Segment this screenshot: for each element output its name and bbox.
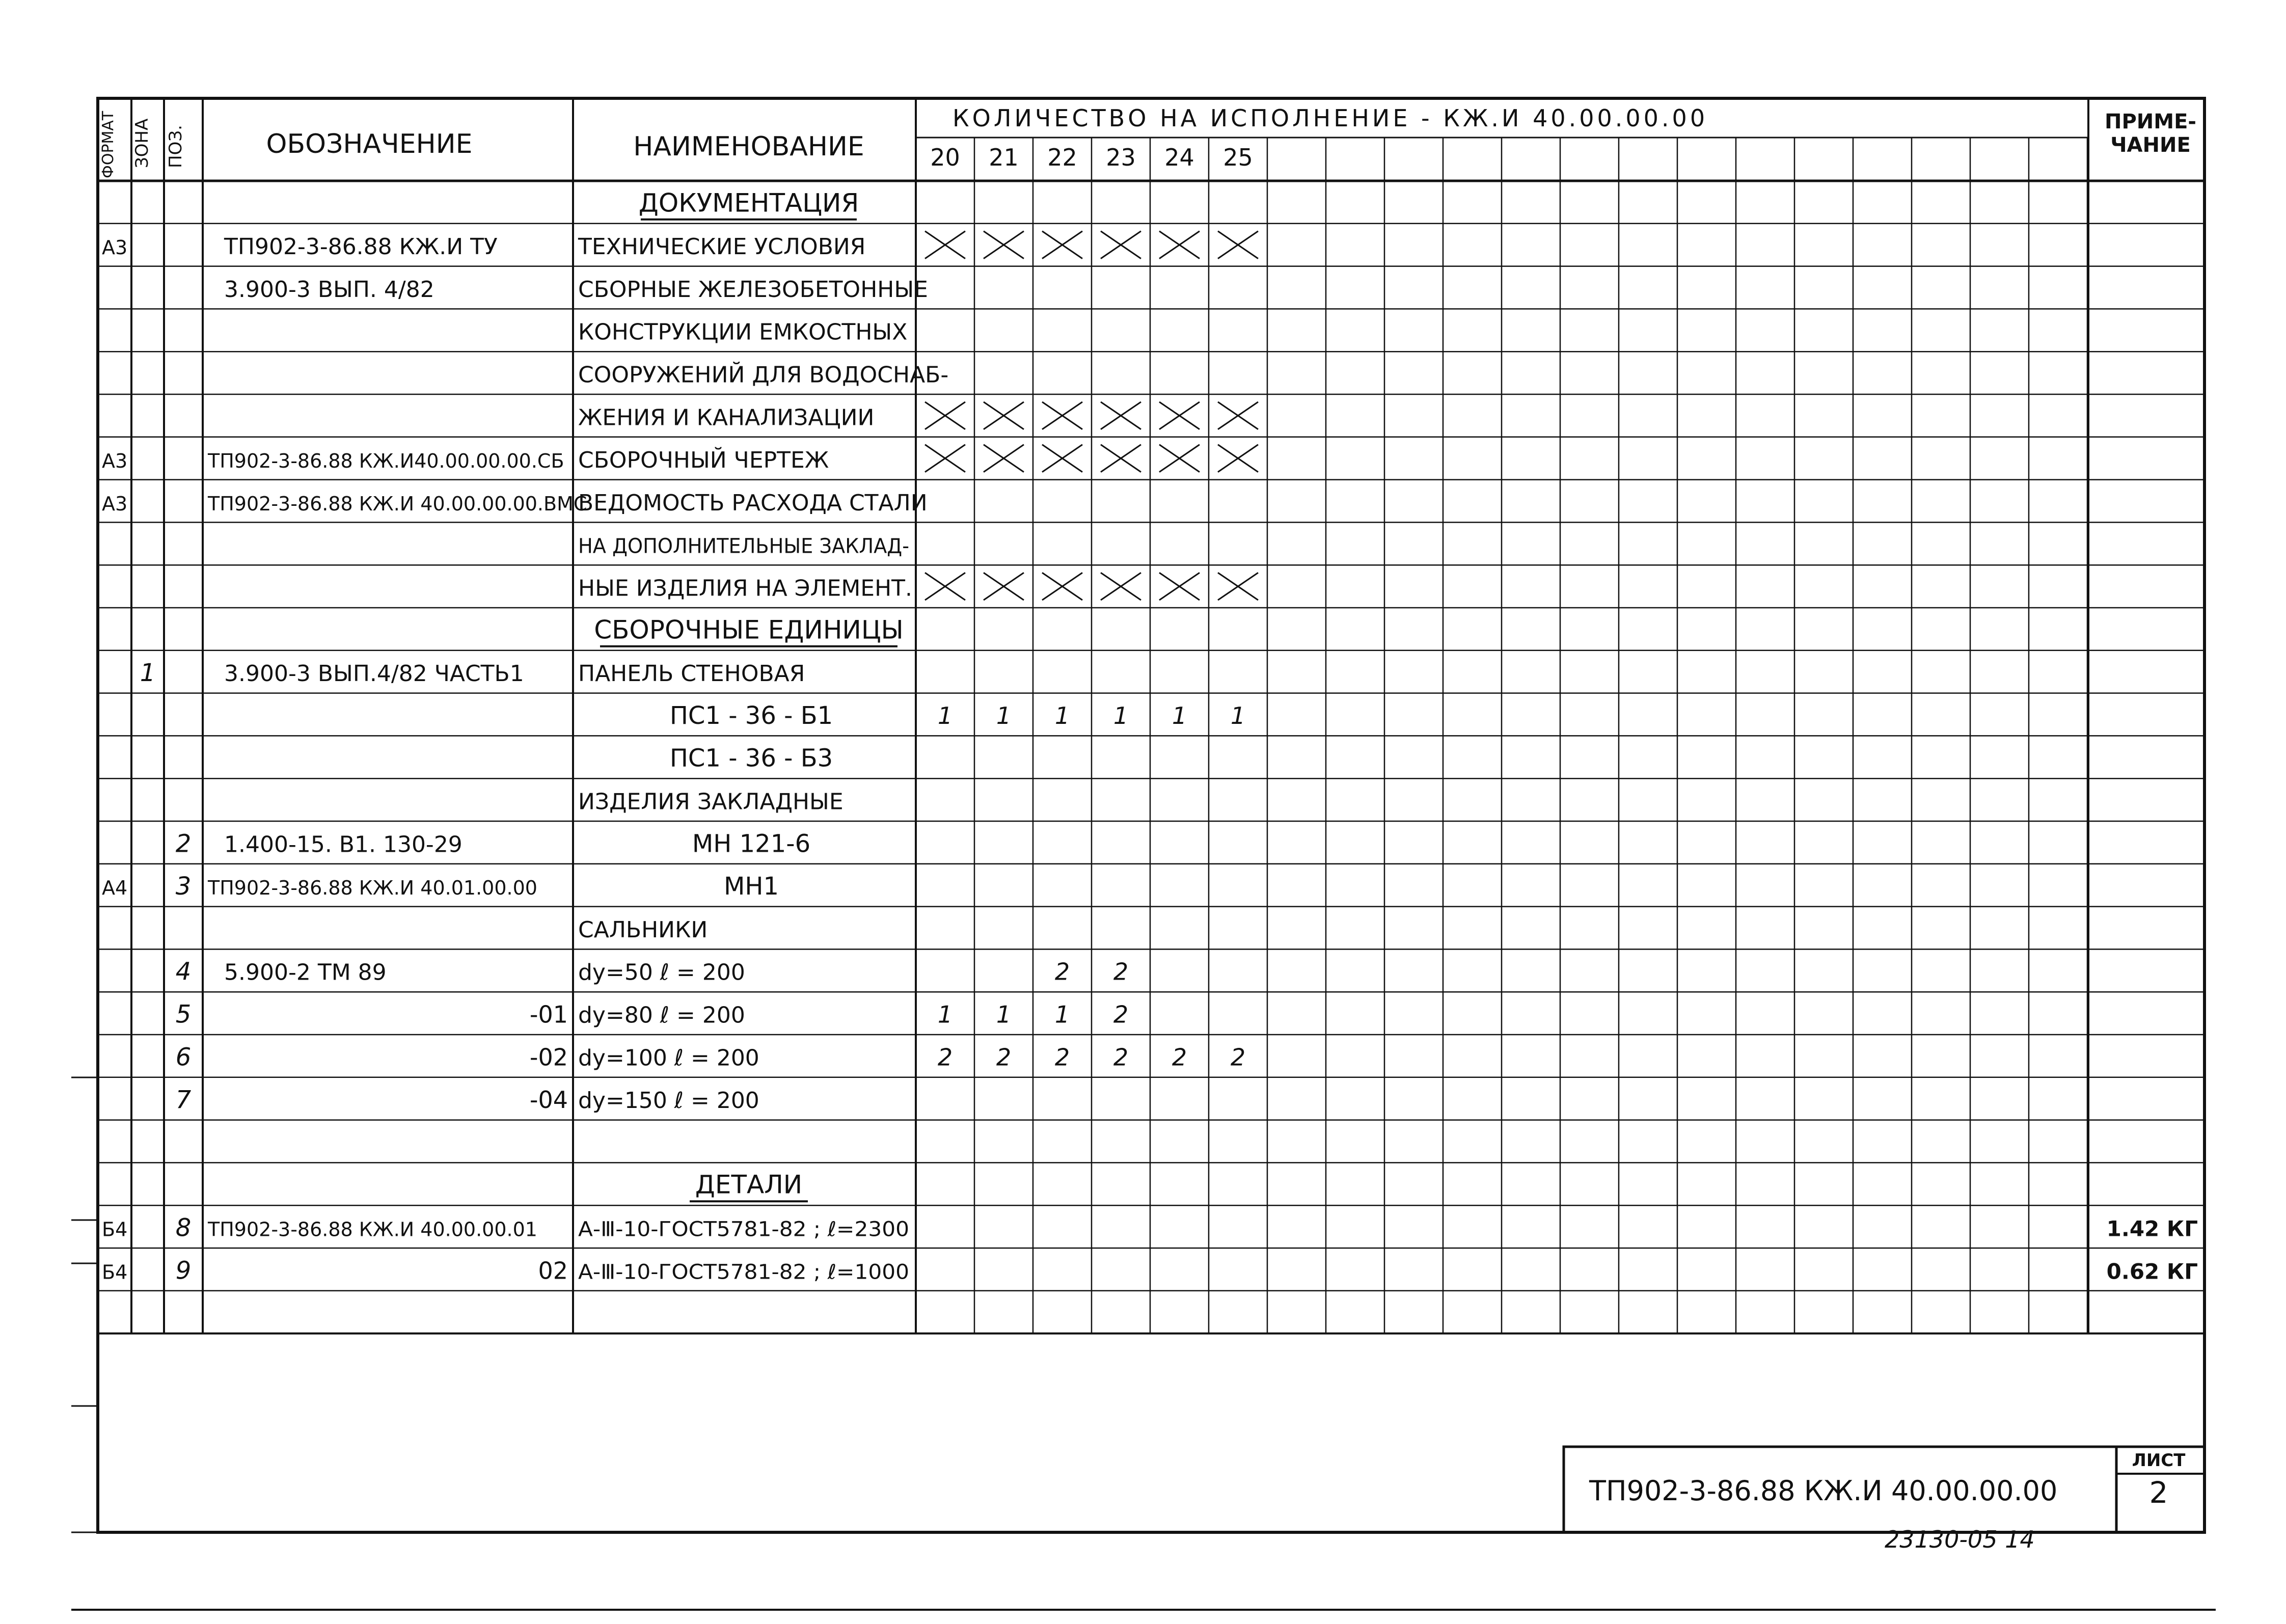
table-row: [224, 277, 928, 303]
row-pos: 8: [175, 1213, 192, 1242]
table-row: [594, 615, 904, 646]
row-pos: 2: [175, 829, 192, 858]
row-designation: ТП902-3-86.88 КЖ.И 40.00.00.01: [208, 1218, 537, 1241]
cross-mark: [1209, 437, 1258, 472]
row-pos: 6: [175, 1043, 192, 1072]
title-block: [1564, 1447, 2205, 1532]
cross-mark: [1150, 564, 1200, 600]
quantity-column-header: 22: [1047, 144, 1077, 171]
cross-mark: [916, 564, 965, 600]
row-pos: 4: [175, 957, 192, 986]
row-name: ПАНЕЛЬ СТЕНОВАЯ: [578, 661, 805, 687]
row-name: dy=100 ℓ = 200: [578, 1045, 759, 1071]
cross-mark: [1209, 564, 1258, 600]
quantity-value: 1: [1172, 701, 1187, 729]
quantity-value: 2: [1172, 1043, 1187, 1071]
row-name: ПС1 - 36 - Б3: [669, 744, 833, 773]
header-name: НАИМЕНОВАНИЕ: [633, 131, 864, 162]
header-note-line2: ЧАНИЕ: [2110, 133, 2191, 157]
cross-mark: [1150, 437, 1200, 472]
cross-mark-value: X: [974, 565, 975, 566]
row-format: А3: [102, 450, 128, 473]
row-name: САЛЬНИКИ: [578, 916, 708, 943]
row-name: ИЗДЕЛИЯ ЗАКЛАДНЫЕ: [578, 789, 843, 815]
row-name: А-Ⅲ-10-ГОСТ5781-82 ; ℓ=2300: [578, 1217, 909, 1241]
sheet-number: 2: [2149, 1475, 2168, 1510]
cross-mark-value: X: [974, 394, 975, 395]
row-designation: ТП902-3-86.88 КЖ.И ТУ: [224, 234, 498, 260]
table-row: [578, 789, 843, 815]
cross-mark: [1150, 394, 1200, 429]
table-row: [140, 659, 805, 687]
quantity-value: 2: [1113, 1043, 1129, 1071]
quantity-value: 1: [1113, 701, 1129, 729]
row-designation: 02: [538, 1257, 568, 1285]
quantity-column-header: 23: [1106, 144, 1136, 171]
row-zone: 1: [140, 659, 156, 688]
row-designation: 1.400-15. В1. 130-29: [224, 831, 462, 858]
row-designation: 3.900-3 ВЫП.4/82 ЧАСТЬ1: [224, 661, 524, 687]
table-row: [176, 958, 1128, 986]
cross-mark: [1092, 223, 1141, 259]
row-name: МН1: [723, 872, 779, 901]
cross-mark: [974, 437, 1024, 472]
table-row: [578, 917, 707, 943]
row-name: ЖЕНИЯ И КАНАЛИЗАЦИИ: [578, 404, 875, 431]
cross-mark: [974, 394, 1024, 429]
row-name: ПС1 - 36 - Б1: [669, 701, 833, 730]
cross-mark: [1150, 223, 1200, 259]
quantity-value: 2: [1113, 958, 1129, 986]
cross-mark-value: X: [1150, 565, 1151, 566]
row-format: А4: [102, 877, 128, 900]
row-name: КОНСТРУКЦИИ ЕМКОСТНЫХ: [578, 319, 908, 345]
row-designation: 5.900-2 ТМ 89: [224, 959, 387, 986]
header-designation: ОБОЗНАЧЕНИЕ: [266, 129, 473, 159]
row-designation: ТП902-3-86.88 КЖ.И40.00.00.00.СБ: [208, 450, 564, 473]
row-name: ТЕХНИЧЕСКИЕ УСЛОВИЯ: [578, 234, 866, 260]
table-row: [578, 394, 1258, 430]
row-designation: -02: [529, 1043, 568, 1071]
cross-mark-value: X: [1150, 437, 1151, 438]
cross-mark-value: X: [974, 223, 975, 224]
cross-mark: [1209, 394, 1258, 429]
quantity-column-header: 25: [1223, 144, 1253, 171]
cross-mark: [1033, 564, 1082, 600]
row-name: СБОРНЫЕ ЖЕЛЕЗОБЕТОННЫЕ: [578, 276, 928, 303]
quantity-value: 2: [996, 1043, 1012, 1071]
row-name: СБОРОЧНЫЕ ЕДИНИЦЫ: [594, 615, 904, 645]
sheet-frame: [98, 98, 2205, 1532]
row-pos: 3: [175, 872, 192, 901]
table-row: [176, 829, 810, 858]
row-note: 1.42 КГ: [2106, 1216, 2198, 1241]
quantity-value: 1: [1054, 701, 1070, 729]
quantity-column-header: 21: [989, 144, 1019, 171]
cross-mark: [974, 564, 1024, 600]
cross-mark: [1033, 223, 1082, 259]
row-pos: 7: [175, 1086, 192, 1115]
table-row: [639, 188, 859, 219]
row-designation: ТП902-3-86.88 КЖ.И 40.01.00.00: [208, 877, 537, 900]
table-row: [578, 361, 948, 388]
row-designation: -01: [529, 1000, 568, 1028]
row-name: СООРУЖЕНИЙ ДЛЯ ВОДОСНАБ-: [578, 362, 949, 388]
table-row: [670, 701, 1245, 730]
quantity-value: 1: [937, 701, 953, 729]
cross-mark: [974, 223, 1024, 259]
table-row: [578, 319, 907, 345]
archive-number: 23130-05 14: [1885, 1526, 2035, 1553]
quantity-column-header: 20: [930, 144, 960, 171]
table-row: [670, 744, 833, 773]
header-format: ФОРМАТ: [99, 111, 117, 178]
table-row: [578, 535, 909, 558]
quantity-value: 2: [1113, 1000, 1129, 1028]
table-row: [102, 490, 928, 516]
row-pos: 9: [175, 1256, 192, 1285]
row-format: Б4: [102, 1261, 128, 1284]
row-name: НА ДОПОЛНИТЕЛЬНЫЕ ЗАКЛАД-: [578, 534, 909, 558]
header-note-line1: ПРИМЕ-: [2105, 110, 2196, 133]
row-name: dy=80 ℓ = 200: [578, 1002, 745, 1028]
row-pos: 5: [175, 1000, 192, 1029]
row-format: А3: [102, 236, 128, 259]
quantity-value: 1: [1054, 1000, 1070, 1028]
row-format: Б4: [102, 1218, 128, 1241]
sheet-label: ЛИСТ: [2132, 1450, 2186, 1471]
row-name: НЫЕ ИЗДЕЛИЯ НА ЭЛЕМЕНТ.: [578, 575, 913, 602]
cross-mark-value: X: [974, 437, 975, 438]
header-zone: ЗОНА: [132, 118, 152, 168]
quantity-value: 1: [937, 1000, 953, 1028]
row-name: МН 121-6: [692, 829, 811, 858]
title-block-code: ТП902-3-86.88 КЖ.И 40.00.00.00: [1589, 1475, 2058, 1507]
row-name: dy=50 ℓ = 200: [578, 959, 745, 986]
cross-mark: [1033, 437, 1082, 472]
row-name: ВЕДОМОСТЬ РАСХОДА СТАЛИ: [578, 490, 928, 516]
table-row: [176, 1086, 759, 1114]
quantity-value: 1: [1230, 701, 1246, 729]
header-quantity: КОЛИЧЕСТВО НА ИСПОЛНЕНИЕ - КЖ.И 40.00.00.00: [953, 104, 1708, 132]
row-name: А-Ⅲ-10-ГОСТ5781-82 ; ℓ=1000: [578, 1260, 909, 1284]
header-pos: ПОЗ.: [166, 125, 186, 168]
row-name: ДЕТАЛИ: [695, 1170, 803, 1200]
quantity-value: 2: [1054, 1043, 1070, 1071]
row-name: СБОРОЧНЫЙ ЧЕРТЕЖ: [578, 447, 829, 474]
row-designation: ТП902-3-86.88 КЖ.И 40.00.00.00.ВМС: [208, 492, 587, 515]
row-note: 0.62 КГ: [2106, 1259, 2198, 1284]
row-designation: 3.900-3 ВЫП. 4/82: [224, 276, 434, 303]
table-row: [102, 223, 1258, 260]
quantity-value: 1: [996, 701, 1012, 729]
quantity-column-header: 24: [1164, 144, 1194, 171]
cross-mark: [916, 437, 965, 472]
cross-mark: [1033, 394, 1082, 429]
row-name: ДОКУМЕНТАЦИЯ: [638, 188, 859, 218]
row-name: dy=150 ℓ = 200: [578, 1088, 759, 1114]
row-format: А3: [102, 492, 128, 515]
quantity-value: 2: [1230, 1043, 1246, 1071]
cross-mark: [1092, 437, 1141, 472]
table-row: [578, 564, 1258, 601]
cross-mark: [1092, 564, 1141, 600]
cross-mark: [916, 394, 965, 429]
cross-mark: [916, 223, 965, 259]
cross-mark: [1092, 394, 1141, 429]
cross-mark-value: X: [1150, 223, 1151, 224]
quantity-value: 1: [996, 1000, 1012, 1028]
table-row: [690, 1170, 808, 1201]
cross-mark: [1209, 223, 1258, 259]
table-row: [102, 437, 1258, 473]
table-header: [99, 104, 2196, 178]
quantity-value: 2: [937, 1043, 953, 1071]
row-designation: -04: [529, 1086, 568, 1114]
table-row: [176, 1000, 1128, 1029]
table-row: [176, 1043, 1245, 1071]
cross-mark-value: X: [1150, 394, 1151, 395]
quantity-value: 2: [1054, 958, 1070, 986]
